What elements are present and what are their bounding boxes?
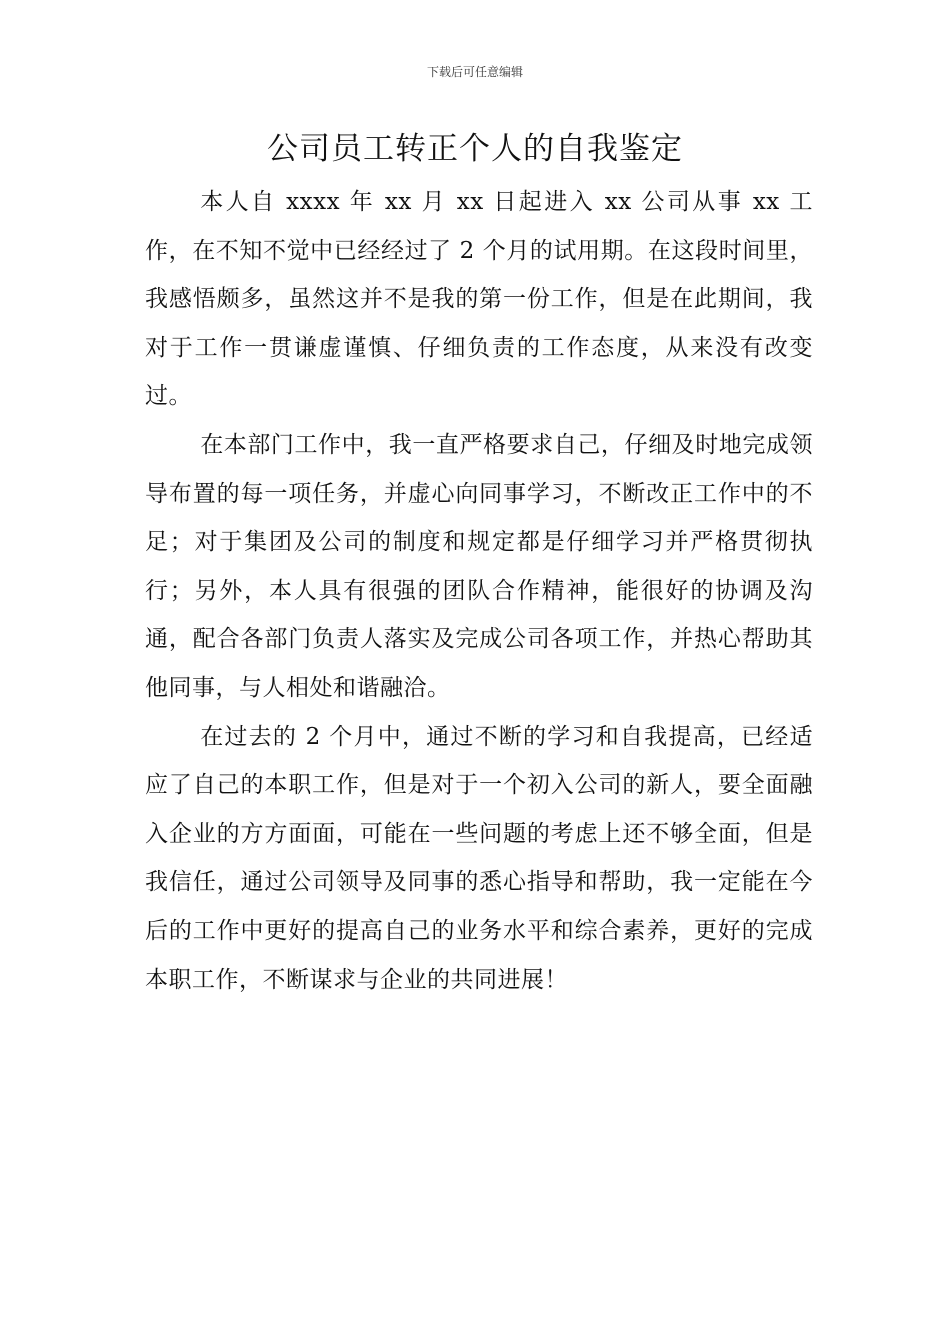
paragraph-intro: 本人自 xxxx 年 xx 月 xx 日起进入 xx 公司从事 xx 工作，在不知不觉中已经经过了 2 个月的试用期。在这段时间里，我感悟颇多，虽然这并不是我的第一份工作，但是在此期间，我对于工作一贯谦虚谨慎、仔细负责的工作态度，从来没有改变过。 [145, 189, 813, 410]
paragraph-department-work: 在本部门工作中，我一直严格要求自己，仔细及时地完成领导布置的每一项任务，并虚心向同事学习，不断改正工作中的不足；对于集团及公司的制度和规定都是仔细学习并严格贯彻执行；另外，本人具有很强的团队合作精神，能很好的协调及沟通，配合各部门负责人落实及完成公司各项工作，并热心帮助其他同事，与人相处和谐融洽。 [145, 431, 813, 701]
document-title: 公司员工转正个人的自我鉴定 [267, 131, 683, 167]
document-body [145, 178, 813, 1004]
header-note: 下载后可任意编辑 [426, 65, 523, 79]
paragraph-summary: 在过去的 2 个月中，通过不断的学习和自我提高，已经适应了自己的本职工作，但是对于一个初入公司的新人，要全面融入企业的方方面面，可能在一些问题的考虑上还不够全面，但是我信任，通过公司领导及同事的悉心指导和帮助，我一定能在今后的工作中更好的提高自己的业务水平和综合素养，更好的完成本职工作，不断谋求与企业的共同进展！ [145, 723, 813, 993]
